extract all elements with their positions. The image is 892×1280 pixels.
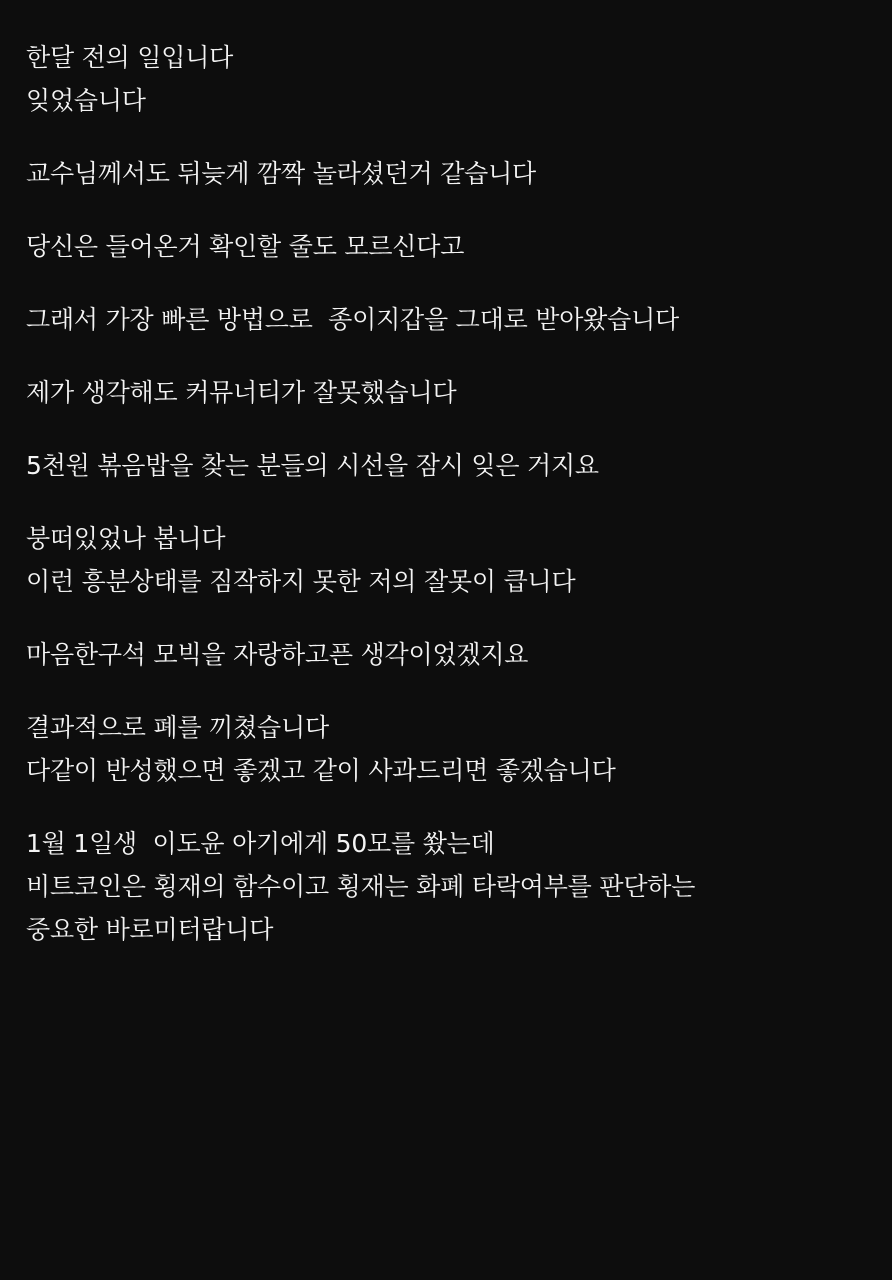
text-line: 중요한 바로미터랍니다 bbox=[26, 915, 274, 944]
paragraph bbox=[26, 152, 866, 195]
paragraph bbox=[26, 444, 866, 487]
text-line: 다같이 반성했으면 좋겠고 같이 사과드리면 좋겠습니다 bbox=[26, 756, 616, 785]
text-line: 이런 흥분상태를 짐작하지 못한 저의 잘못이 큽니다 bbox=[26, 567, 576, 596]
paragraph bbox=[26, 298, 866, 341]
text-line: 그래서 가장 빠른 방법으로 종이지갑을 그대로 받아왔습니다 bbox=[26, 305, 679, 334]
paragraph bbox=[26, 633, 866, 676]
text-line: 잊었습니다 bbox=[26, 86, 146, 115]
text-line: 교수님께서도 뒤늦게 깜짝 놀라셨던거 같습니다 bbox=[26, 159, 536, 188]
text-line: 당신은 들어온거 확인할 줄도 모르신다고 bbox=[26, 232, 465, 261]
text-line: 비트코인은 횡재의 함수이고 횡재는 화폐 타락여부를 판단하는 bbox=[26, 872, 696, 901]
paragraph bbox=[26, 371, 866, 414]
text-line: 한달 전의 일입니다 bbox=[26, 43, 234, 72]
paragraph bbox=[26, 706, 866, 792]
text-line: 붕떠있었나 봅니다 bbox=[26, 524, 226, 553]
text-line: 1월 1일생 이도윤 아기에게 50모를 쐈는데 bbox=[26, 829, 495, 858]
text-line: 5천원 볶음밥을 찾는 분들의 시선을 잠시 잊은 거지요 bbox=[26, 451, 599, 480]
text-line: 제가 생각해도 커뮤너티가 잘못했습니다 bbox=[26, 378, 457, 407]
paragraph bbox=[26, 36, 866, 122]
text-line: 결과적으로 폐를 끼쳤습니다 bbox=[26, 713, 329, 742]
paragraph bbox=[26, 822, 866, 951]
paragraph bbox=[26, 225, 866, 268]
paragraph bbox=[26, 517, 866, 603]
text-line: 마음한구석 모빅을 자랑하고픈 생각이었겠지요 bbox=[26, 640, 529, 669]
